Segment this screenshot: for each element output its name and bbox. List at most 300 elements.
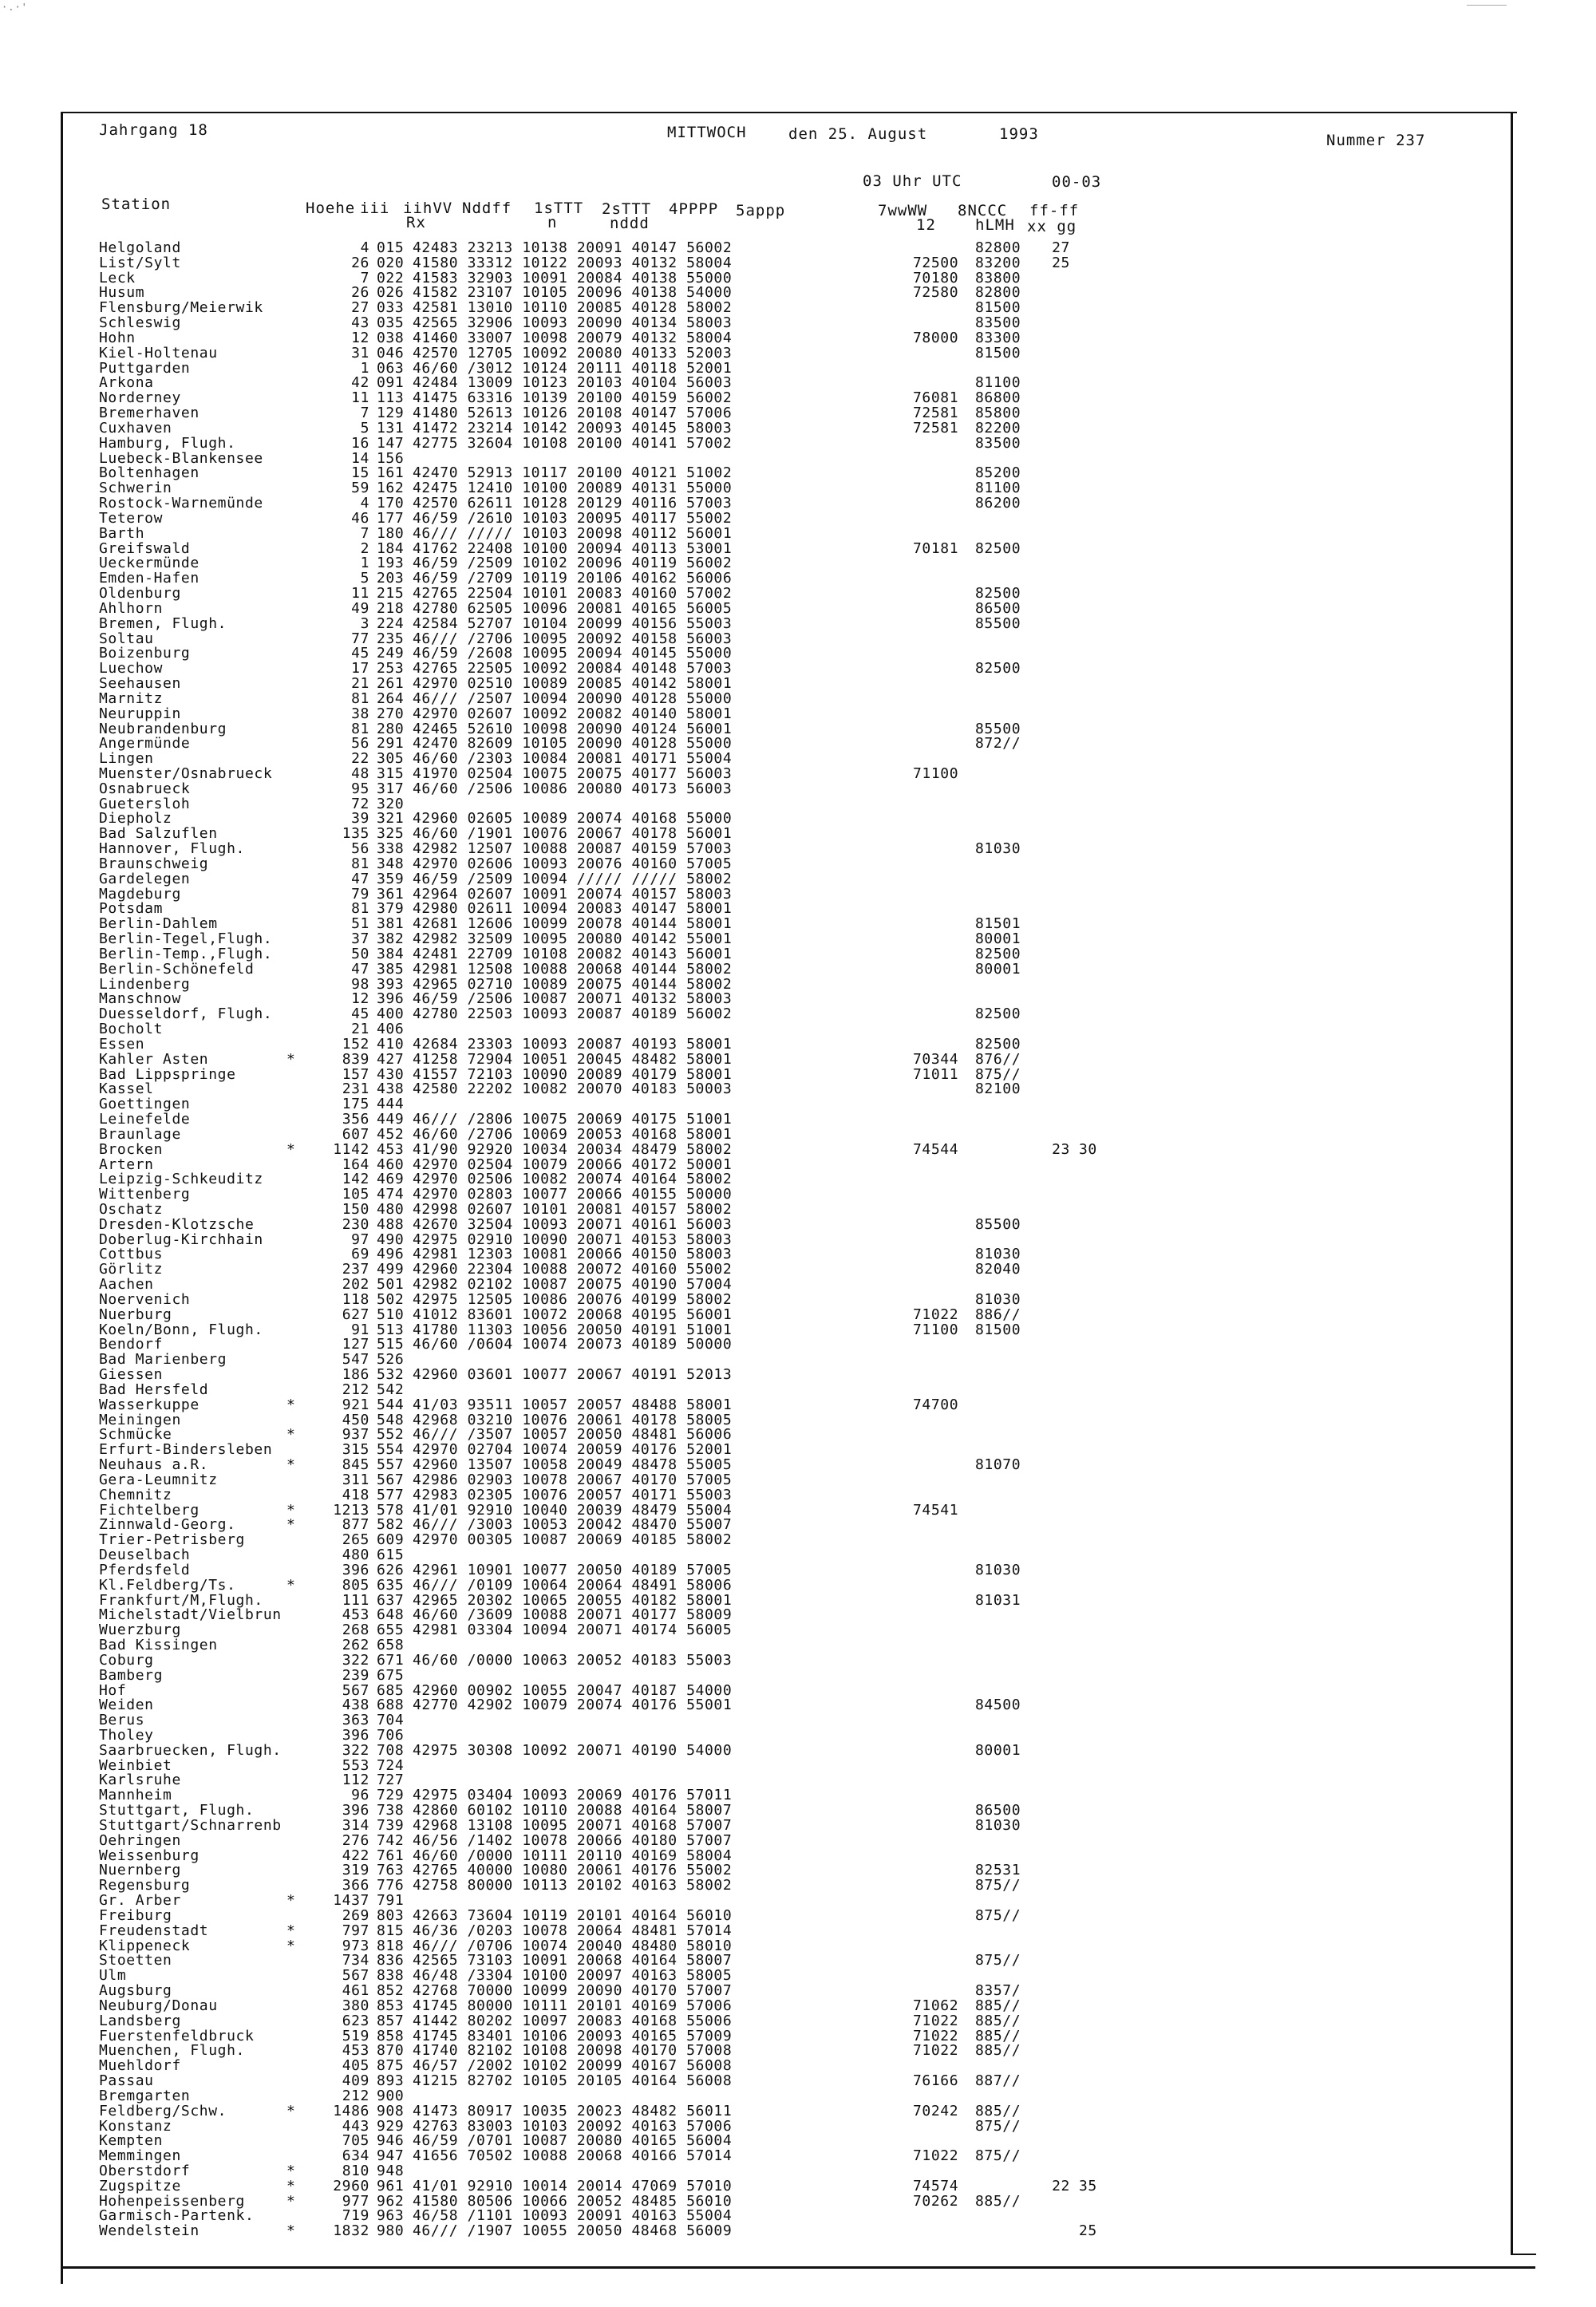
col-4pppp: 4PPPP: [669, 200, 719, 218]
station-row: [99, 1741, 1168, 1759]
station-height: 422: [342, 1847, 369, 1864]
station-id: 706: [377, 1726, 405, 1744]
synop-groups: 46/59 /2610 10103 20095 40117 55002: [413, 509, 733, 527]
gust-value: 27: [1052, 239, 1070, 256]
station-row: [99, 1578, 1168, 1594]
station-row: [99, 1203, 1168, 1218]
station-height: 734: [342, 1952, 369, 1969]
station-id: 929: [377, 2117, 405, 2135]
cloud-group: 82500: [975, 660, 1021, 677]
station-id: 501: [377, 1276, 405, 1294]
station-name: Puttgarden: [99, 359, 191, 377]
station-name: Klippeneck: [99, 1937, 191, 1954]
station-name: Berlin-Temp.,Flugh.: [99, 945, 273, 962]
synop-groups: 42768 70000 10099 20090 40170 57007: [413, 1982, 733, 2000]
station-name: Kl.Feldberg/Ts.: [99, 1576, 236, 1594]
station-id: 946: [377, 2132, 405, 2150]
station-name: Freudenstadt: [99, 1922, 209, 1939]
station-name: Bendorf: [99, 1336, 164, 1353]
station-id: 675: [377, 1666, 405, 1684]
station-id: 908: [377, 2102, 405, 2119]
synop-groups: 42860 60102 10110 20088 40164 58007: [413, 1802, 733, 1819]
station-name: Dresden-Klotzsche: [99, 1215, 255, 1233]
station-id: 893: [377, 2072, 405, 2090]
station-height: 2: [360, 539, 369, 557]
station-height: 15: [351, 464, 369, 482]
station-row: [99, 857, 1168, 872]
station-height: 72: [351, 795, 369, 812]
synop-groups: 41258 72904 10051 20045 48482 58001: [413, 1050, 733, 1068]
station-row: [99, 599, 1168, 617]
synop-groups: 42998 02607 10101 20081 40157 58002: [413, 1201, 733, 1218]
cloud-group: 885//: [975, 2192, 1021, 2210]
station-id: 325: [377, 825, 405, 843]
station-row: [99, 2089, 1168, 2104]
station-height: 164: [342, 1155, 369, 1173]
cloud-group: 84500: [975, 1697, 1021, 1714]
station-name: Bremerhaven: [99, 405, 200, 422]
station-id: 836: [377, 1952, 405, 1969]
station-id: 046: [377, 344, 405, 361]
synop-groups: 42982 02102 10087 20075 40190 57004: [413, 1276, 733, 1294]
station-name: Leipzig-Schkeuditz: [99, 1171, 263, 1188]
weather-group: 71022: [913, 2027, 959, 2044]
station-height: 96: [351, 1787, 369, 1804]
station-id: 131: [377, 419, 405, 437]
synop-groups: 42758 80000 10113 20102 40163 58002: [413, 1877, 733, 1894]
station-id: 253: [377, 660, 405, 677]
mountain-station-marker: *: [286, 1576, 296, 1594]
station-height: 1437: [333, 1892, 369, 1910]
synop-groups: 42481 22709 10108 20082 40143 56001: [413, 945, 733, 962]
station-height: 48: [351, 764, 369, 782]
synop-groups: 41762 22408 10100 20094 40113 53001: [413, 539, 733, 557]
station-id: 708: [377, 1741, 405, 1759]
station-row: [99, 1308, 1168, 1323]
station-id: 203: [377, 570, 405, 587]
synop-groups: 42975 02910 10090 20071 40153 58003: [413, 1231, 733, 1248]
station-name: Neuburg/Donau: [99, 1997, 218, 2014]
station-name: Oberstdorf: [99, 2163, 191, 2179]
synop-groups: 42580 22202 10082 20070 40183 50003: [413, 1080, 733, 1098]
station-name: Bad Lippspringe: [99, 1065, 236, 1083]
station-id: 177: [377, 509, 405, 527]
station-id: 444: [377, 1096, 405, 1113]
station-row: [99, 2149, 1168, 2164]
weather-group: 72580: [913, 284, 959, 302]
station-name: Bad Hersfeld: [99, 1381, 209, 1398]
station-id: 818: [377, 1937, 405, 1954]
station-height: 3: [360, 614, 369, 632]
station-height: 418: [342, 1486, 369, 1503]
station-height: 453: [342, 2042, 369, 2060]
station-name: Angermünde: [99, 735, 191, 753]
synop-groups: 46/60 /2303 10084 20081 40171 55004: [413, 750, 733, 768]
station-name: Bremgarten: [99, 2087, 191, 2104]
station-name: Braunschweig: [99, 855, 209, 872]
station-name: Soltau: [99, 630, 154, 647]
station-id: 761: [377, 1847, 405, 1864]
station-id: 020: [377, 254, 405, 271]
station-name: Wittenberg: [99, 1186, 191, 1203]
station-height: 17: [351, 660, 369, 677]
station-name: Frankfurt/M,Flugh.: [99, 1591, 263, 1609]
station-name: Meiningen: [99, 1411, 181, 1428]
cloud-group: 81500: [975, 344, 1021, 361]
station-name: Nuerburg: [99, 1306, 172, 1323]
station-id: 015: [377, 239, 405, 256]
station-height: 7: [360, 524, 369, 542]
station-id: 264: [377, 689, 405, 707]
station-height: 46: [351, 509, 369, 527]
station-height: 42: [351, 374, 369, 392]
station-row: [99, 1368, 1168, 1383]
station-name: Magdeburg: [99, 885, 181, 903]
station-name: Seehausen: [99, 675, 181, 693]
cloud-group: 82500: [975, 1005, 1021, 1023]
station-name: Chemnitz: [99, 1486, 172, 1503]
issue-number: Nummer 237: [1326, 132, 1426, 149]
station-row: [99, 2104, 1168, 2119]
synop-groups: 46/59 /2509 10094 ///// ///// 58002: [413, 870, 733, 887]
station-name: Berlin-Schönefeld: [99, 960, 255, 978]
station-height: 1: [360, 555, 369, 572]
station-name: Duesseldorf, Flugh.: [99, 1005, 273, 1023]
station-height: 152: [342, 1035, 369, 1053]
station-id: 026: [377, 284, 405, 302]
synop-groups: 42763 83003 10103 20092 40163 57006: [413, 2117, 733, 2135]
synop-groups: 42780 62505 10096 20081 40165 56005: [413, 599, 733, 617]
station-id: 218: [377, 599, 405, 617]
col-n: n: [547, 214, 558, 231]
synop-groups: 41656 70502 10088 20068 40166 57014: [413, 2147, 733, 2165]
station-name: Hohenpeissenberg: [99, 2192, 245, 2210]
station-height: 26: [351, 284, 369, 302]
station-id: 655: [377, 1622, 405, 1639]
station-height: 175: [342, 1096, 369, 1113]
station-name: Fuerstenfeldbruck: [99, 2027, 255, 2044]
cloud-group: 80001: [975, 1741, 1021, 1759]
station-id: 063: [377, 359, 405, 377]
cloud-group: 82100: [975, 1080, 1021, 1098]
cloud-group: 875//: [975, 2147, 1021, 2165]
station-id: 738: [377, 1802, 405, 1819]
station-height: 105: [342, 1186, 369, 1203]
station-height: 50: [351, 945, 369, 962]
cloud-group: 82800: [975, 239, 1021, 256]
page-frame-bottom-border: [61, 2266, 1535, 2269]
station-id: 567: [377, 1471, 405, 1488]
station-id: 038: [377, 329, 405, 346]
station-id: 091: [377, 374, 405, 392]
station-height: 705: [342, 2132, 369, 2150]
station-row: [99, 1906, 1168, 1924]
synop-groups: 42570 62611 10128 20129 40116 57003: [413, 495, 733, 512]
synop-groups: 41582 23107 10105 20096 40138 54000: [413, 284, 733, 302]
station-id: 962: [377, 2192, 405, 2210]
station-row: [99, 1290, 1168, 1308]
cloud-group: 872//: [975, 735, 1021, 753]
station-id: 526: [377, 1351, 405, 1369]
station-height: 142: [342, 1171, 369, 1188]
station-height: 45: [351, 645, 369, 662]
station-name: Zinnwald-Georg.: [99, 1516, 236, 1534]
station-height: 607: [342, 1125, 369, 1143]
cloud-group: 875//: [975, 1952, 1021, 1969]
station-row: [99, 614, 1168, 632]
synop-groups: 41557 72103 10090 20089 40179 58001: [413, 1065, 733, 1083]
cloud-group: 875//: [975, 2117, 1021, 2135]
station-name: Gera-Leumnitz: [99, 1471, 218, 1488]
station-id: 577: [377, 1486, 405, 1503]
station-id: 900: [377, 2087, 405, 2104]
mountain-station-marker: *: [286, 1396, 296, 1413]
station-name: Stuttgart, Flugh.: [99, 1802, 255, 1819]
synop-groups: 46/60 /3609 10088 20071 40177 58009: [413, 1606, 733, 1624]
weather-group: 72581: [913, 405, 959, 422]
synop-groups: 42980 02611 10094 20083 40147 58001: [413, 900, 733, 918]
cloud-group: 886//: [975, 1306, 1021, 1323]
station-name: Wendelstein: [99, 2222, 200, 2240]
station-row: [99, 1924, 1168, 1939]
station-id: 803: [377, 1906, 405, 1924]
station-name: Leinefelde: [99, 1111, 191, 1128]
station-height: 805: [342, 1576, 369, 1594]
synop-groups: 41745 80000 10111 20101 40169 57006: [413, 1997, 733, 2014]
station-height: 91: [351, 1321, 369, 1338]
synop-groups: 46/60 /2506 10086 20080 40173 56003: [413, 780, 733, 797]
station-height: 567: [342, 1967, 369, 1985]
station-height: 265: [342, 1531, 369, 1549]
station-height: 1: [360, 359, 369, 377]
synop-groups: 42982 12507 10088 20087 40159 57003: [413, 840, 733, 858]
station-id: 438: [377, 1080, 405, 1098]
synop-groups: 41473 80917 10035 20023 48482 56011: [413, 2102, 733, 2119]
station-row: [99, 421, 1168, 437]
station-height: 56: [351, 840, 369, 858]
station-height: 37: [351, 930, 369, 948]
station-id: 791: [377, 1892, 405, 1910]
cloud-group: 81030: [975, 1290, 1021, 1308]
station-height: 237: [342, 1261, 369, 1278]
col-5appp: 5appp: [736, 202, 786, 219]
synop-groups: 46/60 /2706 10069 20053 40168 58001: [413, 1125, 733, 1143]
station-name: Berlin-Dahlem: [99, 915, 218, 933]
synop-groups: 46/36 /0203 10078 20064 48481 57014: [413, 1922, 733, 1939]
synop-groups: 41/01 92910 10040 20039 48479 55004: [413, 1501, 733, 1519]
station-id: 742: [377, 1831, 405, 1849]
station-name: Oehringen: [99, 1831, 181, 1849]
synop-groups: 41780 11303 10056 20050 40191 51001: [413, 1321, 733, 1338]
weather-group: 70262: [913, 2192, 959, 2210]
mountain-station-marker: *: [286, 2222, 296, 2240]
station-height: 877: [342, 1516, 369, 1534]
synop-groups: 46/// ///// 10103 20098 40112 56001: [413, 524, 733, 542]
cloud-group: 81500: [975, 1321, 1021, 1338]
synop-groups: 46/// /2706 10095 20092 40158 56003: [413, 630, 733, 647]
station-name: Neuhaus a.R.: [99, 1456, 209, 1474]
mountain-station-marker: *: [286, 1937, 296, 1954]
weather-group: 70344: [913, 1050, 959, 1068]
station-name: Michelstadt/Vielbrun: [99, 1606, 282, 1624]
station-height: 127: [342, 1336, 369, 1353]
station-name: Hamburg, Flugh.: [99, 434, 236, 452]
station-id: 857: [377, 2012, 405, 2029]
station-height: 26: [351, 254, 369, 271]
station-height: 409: [342, 2072, 369, 2090]
cloud-group: 86200: [975, 495, 1021, 512]
station-id: 980: [377, 2222, 405, 2240]
col-ff: ff-ff: [1029, 202, 1080, 219]
station-row: [99, 1713, 1168, 1728]
station-id: 858: [377, 2027, 405, 2044]
station-id: 961: [377, 2177, 405, 2194]
cloud-group: 80001: [975, 960, 1021, 978]
station-id: 554: [377, 1441, 405, 1459]
station-height: 81: [351, 720, 369, 737]
synop-groups: 42775 32604 10108 20100 40141 57002: [413, 434, 733, 452]
synop-groups: 46/48 /3304 10100 20097 40163 58005: [413, 1967, 733, 1985]
station-name: Lingen: [99, 750, 154, 768]
station-row: [99, 1698, 1168, 1713]
station-height: 59: [351, 480, 369, 497]
station-name: Memmingen: [99, 2147, 181, 2165]
station-id: 626: [377, 1561, 405, 1578]
mountain-station-marker: *: [286, 1140, 296, 1158]
station-height: 21: [351, 675, 369, 693]
station-height: 443: [342, 2117, 369, 2135]
station-id: 557: [377, 1456, 405, 1474]
cloud-group: 82500: [975, 1035, 1021, 1053]
station-height: 79: [351, 885, 369, 903]
station-height: 480: [342, 1547, 369, 1564]
station-id: 474: [377, 1186, 405, 1203]
synop-groups: 42565 32906 10093 20090 40134 58003: [413, 314, 733, 332]
station-id: 515: [377, 1336, 405, 1353]
station-name: Cottbus: [99, 1246, 164, 1263]
station-name: Marnitz: [99, 689, 164, 707]
station-row: [99, 707, 1168, 722]
synop-groups: 42670 32504 10093 20071 40161 56003: [413, 1215, 733, 1233]
col-rx: Rx: [406, 214, 426, 231]
cloud-group: 81501: [975, 915, 1021, 933]
synop-groups: 42968 03210 10076 20061 40178 58005: [413, 1411, 733, 1428]
station-row: [99, 1623, 1168, 1638]
synop-groups: 42470 52913 10117 20100 40121 51002: [413, 464, 733, 482]
station-height: 38: [351, 705, 369, 722]
station-height: 39: [351, 810, 369, 828]
station-name: Trier-Petrisberg: [99, 1531, 245, 1549]
station-name: Bremen, Flugh.: [99, 614, 227, 632]
col-1sttt: 1sTTT: [534, 199, 584, 217]
station-height: 81: [351, 900, 369, 918]
station-id: 427: [377, 1050, 405, 1068]
weather-group: 71100: [913, 1321, 959, 1338]
station-name: Weissenburg: [99, 1847, 200, 1864]
station-height: 22: [351, 750, 369, 768]
station-height: 276: [342, 1831, 369, 1849]
weather-group: 70180: [913, 269, 959, 286]
synop-groups: 46/59 /2506 10087 20071 40132 58003: [413, 990, 733, 1008]
station-height: 547: [342, 1351, 369, 1369]
station-row: [99, 1831, 1168, 1849]
station-height: 81: [351, 689, 369, 707]
station-name: Kiel-Holtenau: [99, 344, 218, 361]
station-height: 7: [360, 269, 369, 286]
station-name: Norderney: [99, 389, 181, 407]
synop-groups: 41580 80506 10066 20052 48485 56010: [413, 2192, 733, 2210]
cloud-group: 85500: [975, 614, 1021, 632]
station-row: [99, 1488, 1168, 1503]
station-row: [99, 509, 1168, 527]
station-height: 5: [360, 570, 369, 587]
synop-groups: 46/// /3003 10053 20042 48470 55007: [413, 1516, 733, 1534]
station-name: Ulm: [99, 1967, 127, 1985]
station-height: 157: [342, 1065, 369, 1083]
col-nddd: nddd: [610, 215, 650, 232]
cloud-group: 887//: [975, 2072, 1021, 2090]
station-row: [99, 872, 1168, 887]
station-id: 129: [377, 405, 405, 422]
station-row: [99, 331, 1168, 346]
synop-groups: 42981 12303 10081 20066 40150 58003: [413, 1246, 733, 1263]
station-name: Braunlage: [99, 1125, 181, 1143]
station-row: [99, 1999, 1168, 2014]
station-id: 729: [377, 1787, 405, 1804]
station-height: 150: [342, 1201, 369, 1218]
station-height: 797: [342, 1922, 369, 1939]
synop-groups: 41215 82702 10105 20105 40164 56008: [413, 2072, 733, 2090]
station-height: 311: [342, 1471, 369, 1488]
station-id: 815: [377, 1922, 405, 1939]
station-height: 396: [342, 1561, 369, 1578]
synop-groups: 42570 12705 10092 20080 40133 52003: [413, 344, 733, 361]
station-height: 239: [342, 1666, 369, 1684]
gust-value-2: 35: [1079, 2177, 1097, 2194]
synop-groups: 42968 13108 10095 20071 40168 57007: [413, 1816, 733, 1834]
cloud-group: 81030: [975, 840, 1021, 858]
station-id: 870: [377, 2042, 405, 2060]
station-name: Doberlug-Kirchhain: [99, 1231, 263, 1248]
station-height: 634: [342, 2147, 369, 2165]
observation-time: 03 Uhr UTC: [863, 172, 962, 190]
synop-groups: 42770 42902 10079 20074 40176 55001: [413, 1697, 733, 1714]
station-height: 11: [351, 585, 369, 602]
synop-groups: 42975 12505 10086 20076 40199 58002: [413, 1290, 733, 1308]
weather-group: 71022: [913, 1306, 959, 1323]
station-height: 2960: [333, 2177, 369, 2194]
station-height: 202: [342, 1276, 369, 1294]
station-name: Tholey: [99, 1726, 154, 1744]
weather-group: 71100: [913, 764, 959, 782]
station-name: Kassel: [99, 1080, 154, 1098]
station-name: Wasserkuppe: [99, 1396, 200, 1413]
col-ff-sub: xx gg: [1027, 218, 1077, 235]
station-id: 578: [377, 1501, 405, 1519]
weather-group: 71011: [913, 1065, 959, 1083]
weekday: MITTWOCH: [667, 124, 747, 141]
cloud-group: 885//: [975, 1997, 1021, 2014]
station-row: [99, 2014, 1168, 2029]
cloud-group: 83800: [975, 269, 1021, 286]
station-height: 47: [351, 870, 369, 887]
synop-groups: 42483 23213 10138 20091 40147 56002: [413, 239, 733, 256]
mountain-station-marker: *: [286, 1892, 296, 1910]
cloud-group: 8357/: [975, 1982, 1021, 2000]
cloud-group: 875//: [975, 1906, 1021, 1924]
synop-groups: 41/90 92920 10034 20034 48479 58002: [413, 1140, 733, 1158]
station-row: [99, 1398, 1168, 1413]
